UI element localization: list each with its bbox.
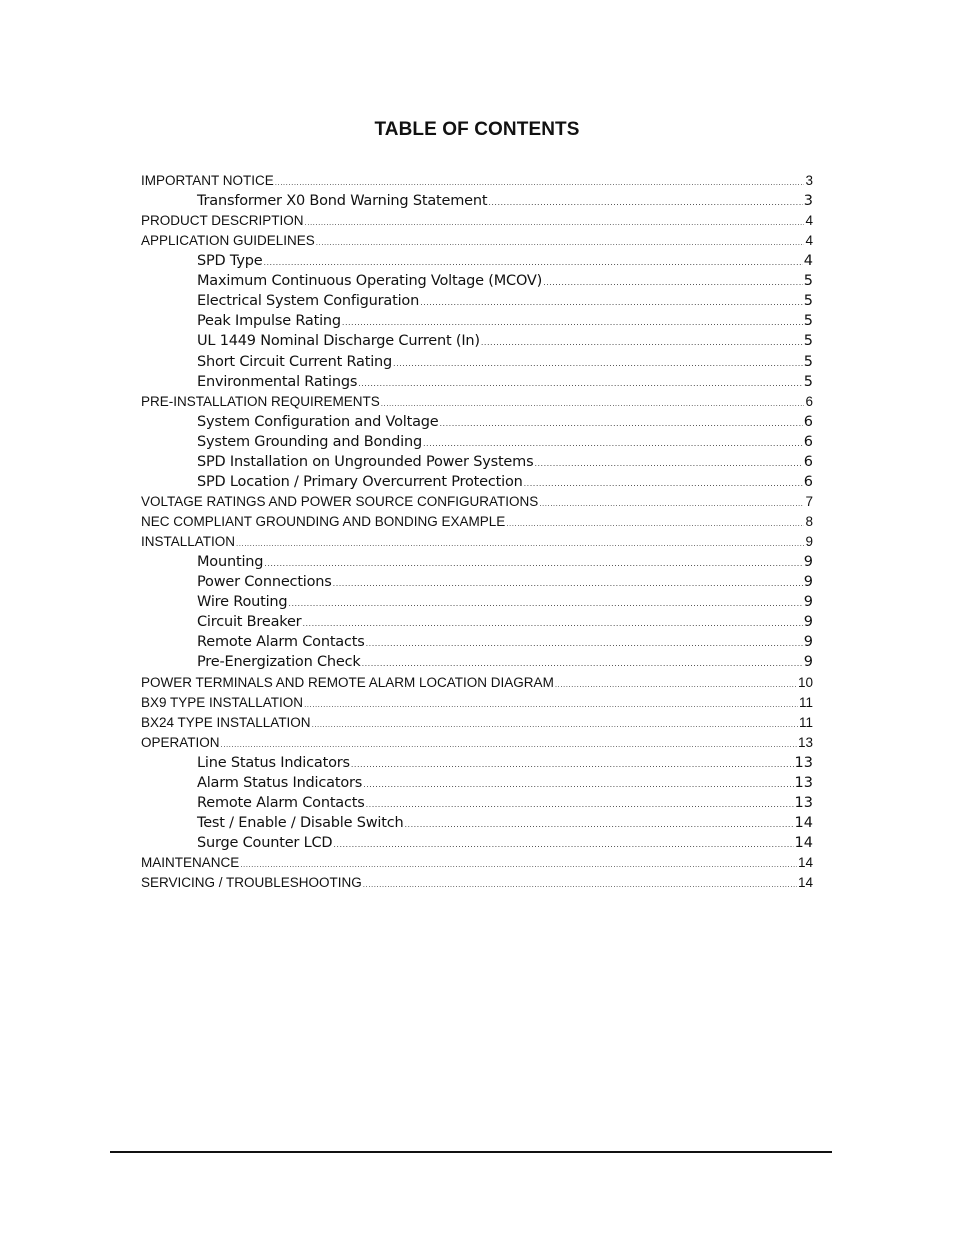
toc-dot-leader bbox=[333, 840, 793, 849]
toc-dot-leader bbox=[524, 479, 803, 488]
toc-dot-leader bbox=[405, 820, 794, 829]
toc-entry-page: 5 bbox=[803, 293, 813, 310]
toc-entry-page: 4 bbox=[805, 233, 813, 249]
toc-entry[interactable] bbox=[197, 594, 813, 614]
toc-entry-label: MAINTENANCE bbox=[141, 855, 240, 871]
toc-entry[interactable] bbox=[197, 193, 813, 213]
toc-entry-page: 3 bbox=[805, 173, 813, 188]
toc-dot-leader bbox=[393, 359, 803, 368]
toc-entry-label: Remote Alarm Contacts bbox=[197, 794, 365, 811]
toc-dot-leader bbox=[358, 379, 803, 388]
toc-entry[interactable] bbox=[197, 755, 813, 775]
toc-entry-label: NEC COMPLIANT GROUNDING AND BONDING EXAMPLE bbox=[141, 514, 506, 530]
toc-entry-page: 6 bbox=[803, 453, 813, 470]
toc-dot-leader bbox=[555, 680, 797, 689]
toc-entry-label: APPLICATION GUIDELINES bbox=[141, 233, 315, 249]
toc-entry-page: 6 bbox=[803, 433, 813, 450]
toc-entry[interactable] bbox=[141, 735, 813, 755]
toc-entry[interactable] bbox=[197, 253, 813, 273]
toc-entry-label: Remote Alarm Contacts bbox=[197, 634, 365, 651]
toc-entry[interactable] bbox=[141, 534, 813, 554]
toc-entry-page: 6 bbox=[805, 393, 813, 409]
toc-entry-label: Surge Counter LCD bbox=[197, 834, 333, 851]
toc-entry-label: Wire Routing bbox=[197, 594, 288, 611]
toc-entry-page: 5 bbox=[803, 353, 813, 370]
toc-entry-page: 3 bbox=[803, 193, 813, 210]
toc-entry[interactable] bbox=[197, 815, 813, 835]
toc-dot-leader bbox=[275, 178, 805, 187]
toc-entry[interactable] bbox=[197, 434, 813, 454]
toc-entry-label: SPD Type bbox=[197, 253, 263, 270]
toc-entry-page: 8 bbox=[805, 514, 813, 530]
toc-entry-label: VOLTAGE RATINGS AND POWER SOURCE CONFIGURATIONS bbox=[141, 493, 539, 509]
toc-entry[interactable] bbox=[197, 273, 813, 293]
toc-entry-label: PRE-INSTALLATION REQUIREMENTS bbox=[141, 393, 380, 409]
toc-entry[interactable] bbox=[197, 654, 813, 674]
toc-dot-leader bbox=[539, 499, 804, 508]
toc-entry[interactable] bbox=[197, 614, 813, 634]
toc-entry-label: Mounting bbox=[197, 554, 264, 571]
toc-entry-page: 14 bbox=[794, 814, 813, 831]
toc-entry-label: Circuit Breaker bbox=[197, 614, 302, 631]
toc-entry-page: 9 bbox=[803, 594, 813, 611]
toc-entry[interactable] bbox=[197, 474, 813, 494]
toc-entry-label: SPD Installation on Ungrounded Power Systems bbox=[197, 453, 534, 470]
toc-entry-page: 9 bbox=[803, 634, 813, 651]
toc-dot-leader bbox=[534, 459, 802, 468]
toc-entry-label: Alarm Status Indicators bbox=[197, 774, 363, 791]
footer-divider bbox=[110, 1151, 832, 1153]
toc-entry-label: Electrical System Configuration bbox=[197, 293, 420, 310]
toc-entry-page: 6 bbox=[803, 413, 813, 430]
toc-dot-leader bbox=[288, 599, 802, 608]
toc-entry[interactable] bbox=[197, 333, 813, 353]
toc-entry[interactable] bbox=[141, 233, 813, 253]
toc-entry-page: 9 bbox=[803, 554, 813, 571]
toc-entry-page: 7 bbox=[805, 493, 813, 509]
toc-entry-label: SPD Location / Primary Overcurrent Protection bbox=[197, 473, 523, 490]
toc-entry-page: 11 bbox=[798, 714, 813, 730]
toc-entry[interactable] bbox=[141, 715, 813, 735]
toc-dot-leader bbox=[236, 539, 804, 548]
toc-entry[interactable] bbox=[197, 554, 813, 574]
toc-entry[interactable] bbox=[197, 354, 813, 374]
toc-entry[interactable] bbox=[197, 374, 813, 394]
toc-entry-page: 9 bbox=[803, 614, 813, 631]
toc-dot-leader bbox=[440, 419, 803, 428]
toc-dot-leader bbox=[423, 439, 803, 448]
toc-entry-label: Pre-Energization Check bbox=[197, 654, 361, 671]
toc-dot-leader bbox=[488, 198, 802, 207]
toc-entry-page: 11 bbox=[798, 694, 813, 710]
toc-entry[interactable] bbox=[141, 875, 813, 895]
toc-dot-leader bbox=[363, 780, 793, 789]
toc-entry-label: Line Status Indicators bbox=[197, 754, 350, 771]
toc-entry[interactable] bbox=[197, 775, 813, 795]
toc-entry-label: Short Circuit Current Rating bbox=[197, 353, 393, 370]
toc-dot-leader bbox=[264, 559, 802, 568]
toc-entry-label: UL 1449 Nominal Discharge Current (In) bbox=[197, 333, 480, 350]
toc-entry-page: 10 bbox=[797, 674, 813, 690]
toc-dot-leader bbox=[481, 338, 803, 347]
toc-entry-page: 4 bbox=[805, 213, 813, 229]
toc-entry-page: 9 bbox=[805, 534, 813, 550]
toc-entry-page: 9 bbox=[803, 574, 813, 591]
toc-dot-leader bbox=[381, 399, 805, 408]
toc-entry-label: INSTALLATION bbox=[141, 534, 236, 550]
toc-dot-leader bbox=[420, 298, 803, 307]
toc-entry[interactable] bbox=[197, 795, 813, 815]
toc-entry-label: Environmental Ratings bbox=[197, 373, 358, 390]
toc-entry-page: 14 bbox=[794, 834, 813, 851]
toc-dot-leader bbox=[240, 860, 797, 869]
toc-entry[interactable] bbox=[141, 514, 813, 534]
toc-entry-page: 5 bbox=[803, 373, 813, 390]
toc-entry[interactable] bbox=[141, 213, 813, 233]
toc-entry[interactable] bbox=[197, 313, 813, 333]
toc-dot-leader bbox=[302, 619, 802, 628]
toc-entry-page: 5 bbox=[803, 333, 813, 350]
toc-entry-label: Transformer X0 Bond Warning Statement bbox=[197, 193, 488, 210]
toc-entry-page: 6 bbox=[803, 473, 813, 490]
toc-entry[interactable] bbox=[141, 695, 813, 715]
toc-dot-leader bbox=[506, 519, 804, 528]
toc-entry[interactable] bbox=[141, 494, 813, 514]
toc-entry[interactable] bbox=[141, 675, 813, 695]
toc-dot-leader bbox=[333, 579, 803, 588]
toc-entry-label: BX24 TYPE INSTALLATION bbox=[141, 714, 311, 730]
toc-entry-page: 13 bbox=[794, 774, 813, 791]
toc-dot-leader bbox=[362, 659, 803, 668]
toc-dot-leader bbox=[351, 760, 794, 769]
toc-entry-page: 13 bbox=[794, 794, 813, 811]
toc-entry-page: 13 bbox=[797, 734, 813, 750]
toc-entry-page: 13 bbox=[794, 754, 813, 771]
toc-entry-page: 5 bbox=[803, 313, 813, 330]
toc-entry-label: POWER TERMINALS AND REMOTE ALARM LOCATION DIAGRAM bbox=[141, 674, 554, 690]
toc-entry[interactable] bbox=[197, 454, 813, 474]
toc-dot-leader bbox=[221, 740, 797, 749]
toc-dot-leader bbox=[366, 800, 794, 809]
toc-entry-label: PRODUCT DESCRIPTION bbox=[141, 213, 304, 229]
toc-entry-label: IMPORTANT NOTICE bbox=[141, 173, 274, 188]
toc-entry-label: System Grounding and Bonding bbox=[197, 433, 422, 450]
toc-entry-label: Power Connections bbox=[197, 574, 332, 591]
toc-entry[interactable] bbox=[197, 293, 813, 313]
toc-entry[interactable] bbox=[141, 855, 813, 875]
toc-dot-leader bbox=[543, 278, 803, 287]
toc-entry-page: 4 bbox=[803, 253, 813, 270]
toc-entry-page: 14 bbox=[797, 855, 813, 871]
toc-dot-leader bbox=[263, 258, 802, 267]
toc-entry-label: SERVICING / TROUBLESHOOTING bbox=[141, 875, 362, 891]
toc-entry[interactable] bbox=[141, 394, 813, 414]
toc-dot-leader bbox=[316, 238, 805, 247]
toc-dot-leader bbox=[366, 639, 803, 648]
toc-entry[interactable] bbox=[197, 835, 813, 855]
toc-dot-leader bbox=[342, 318, 803, 327]
toc-entry-page: 9 bbox=[803, 654, 813, 671]
toc-entry[interactable] bbox=[197, 414, 813, 434]
toc-entry-label: Peak Impulse Rating bbox=[197, 313, 341, 330]
toc-dot-leader bbox=[304, 700, 798, 709]
toc-entry-label: BX9 TYPE INSTALLATION bbox=[141, 694, 304, 710]
toc-entry-page: 14 bbox=[797, 875, 813, 891]
toc-entry[interactable] bbox=[197, 634, 813, 654]
toc-dot-leader bbox=[305, 218, 805, 227]
toc-entry[interactable] bbox=[197, 574, 813, 594]
toc-entry-label: Test / Enable / Disable Switch bbox=[197, 814, 404, 831]
toc-dot-leader bbox=[363, 880, 797, 889]
toc-entry[interactable] bbox=[141, 173, 813, 193]
toc-entry-label: OPERATION bbox=[141, 734, 220, 750]
toc-entry-label: Maximum Continuous Operating Voltage (MCOV) bbox=[197, 273, 543, 290]
toc-dot-leader bbox=[312, 720, 798, 729]
toc-entry-page: 5 bbox=[803, 273, 813, 290]
toc-entry-label: System Configuration and Voltage bbox=[197, 413, 439, 430]
page-title: TABLE OF CONTENTS bbox=[374, 119, 580, 140]
